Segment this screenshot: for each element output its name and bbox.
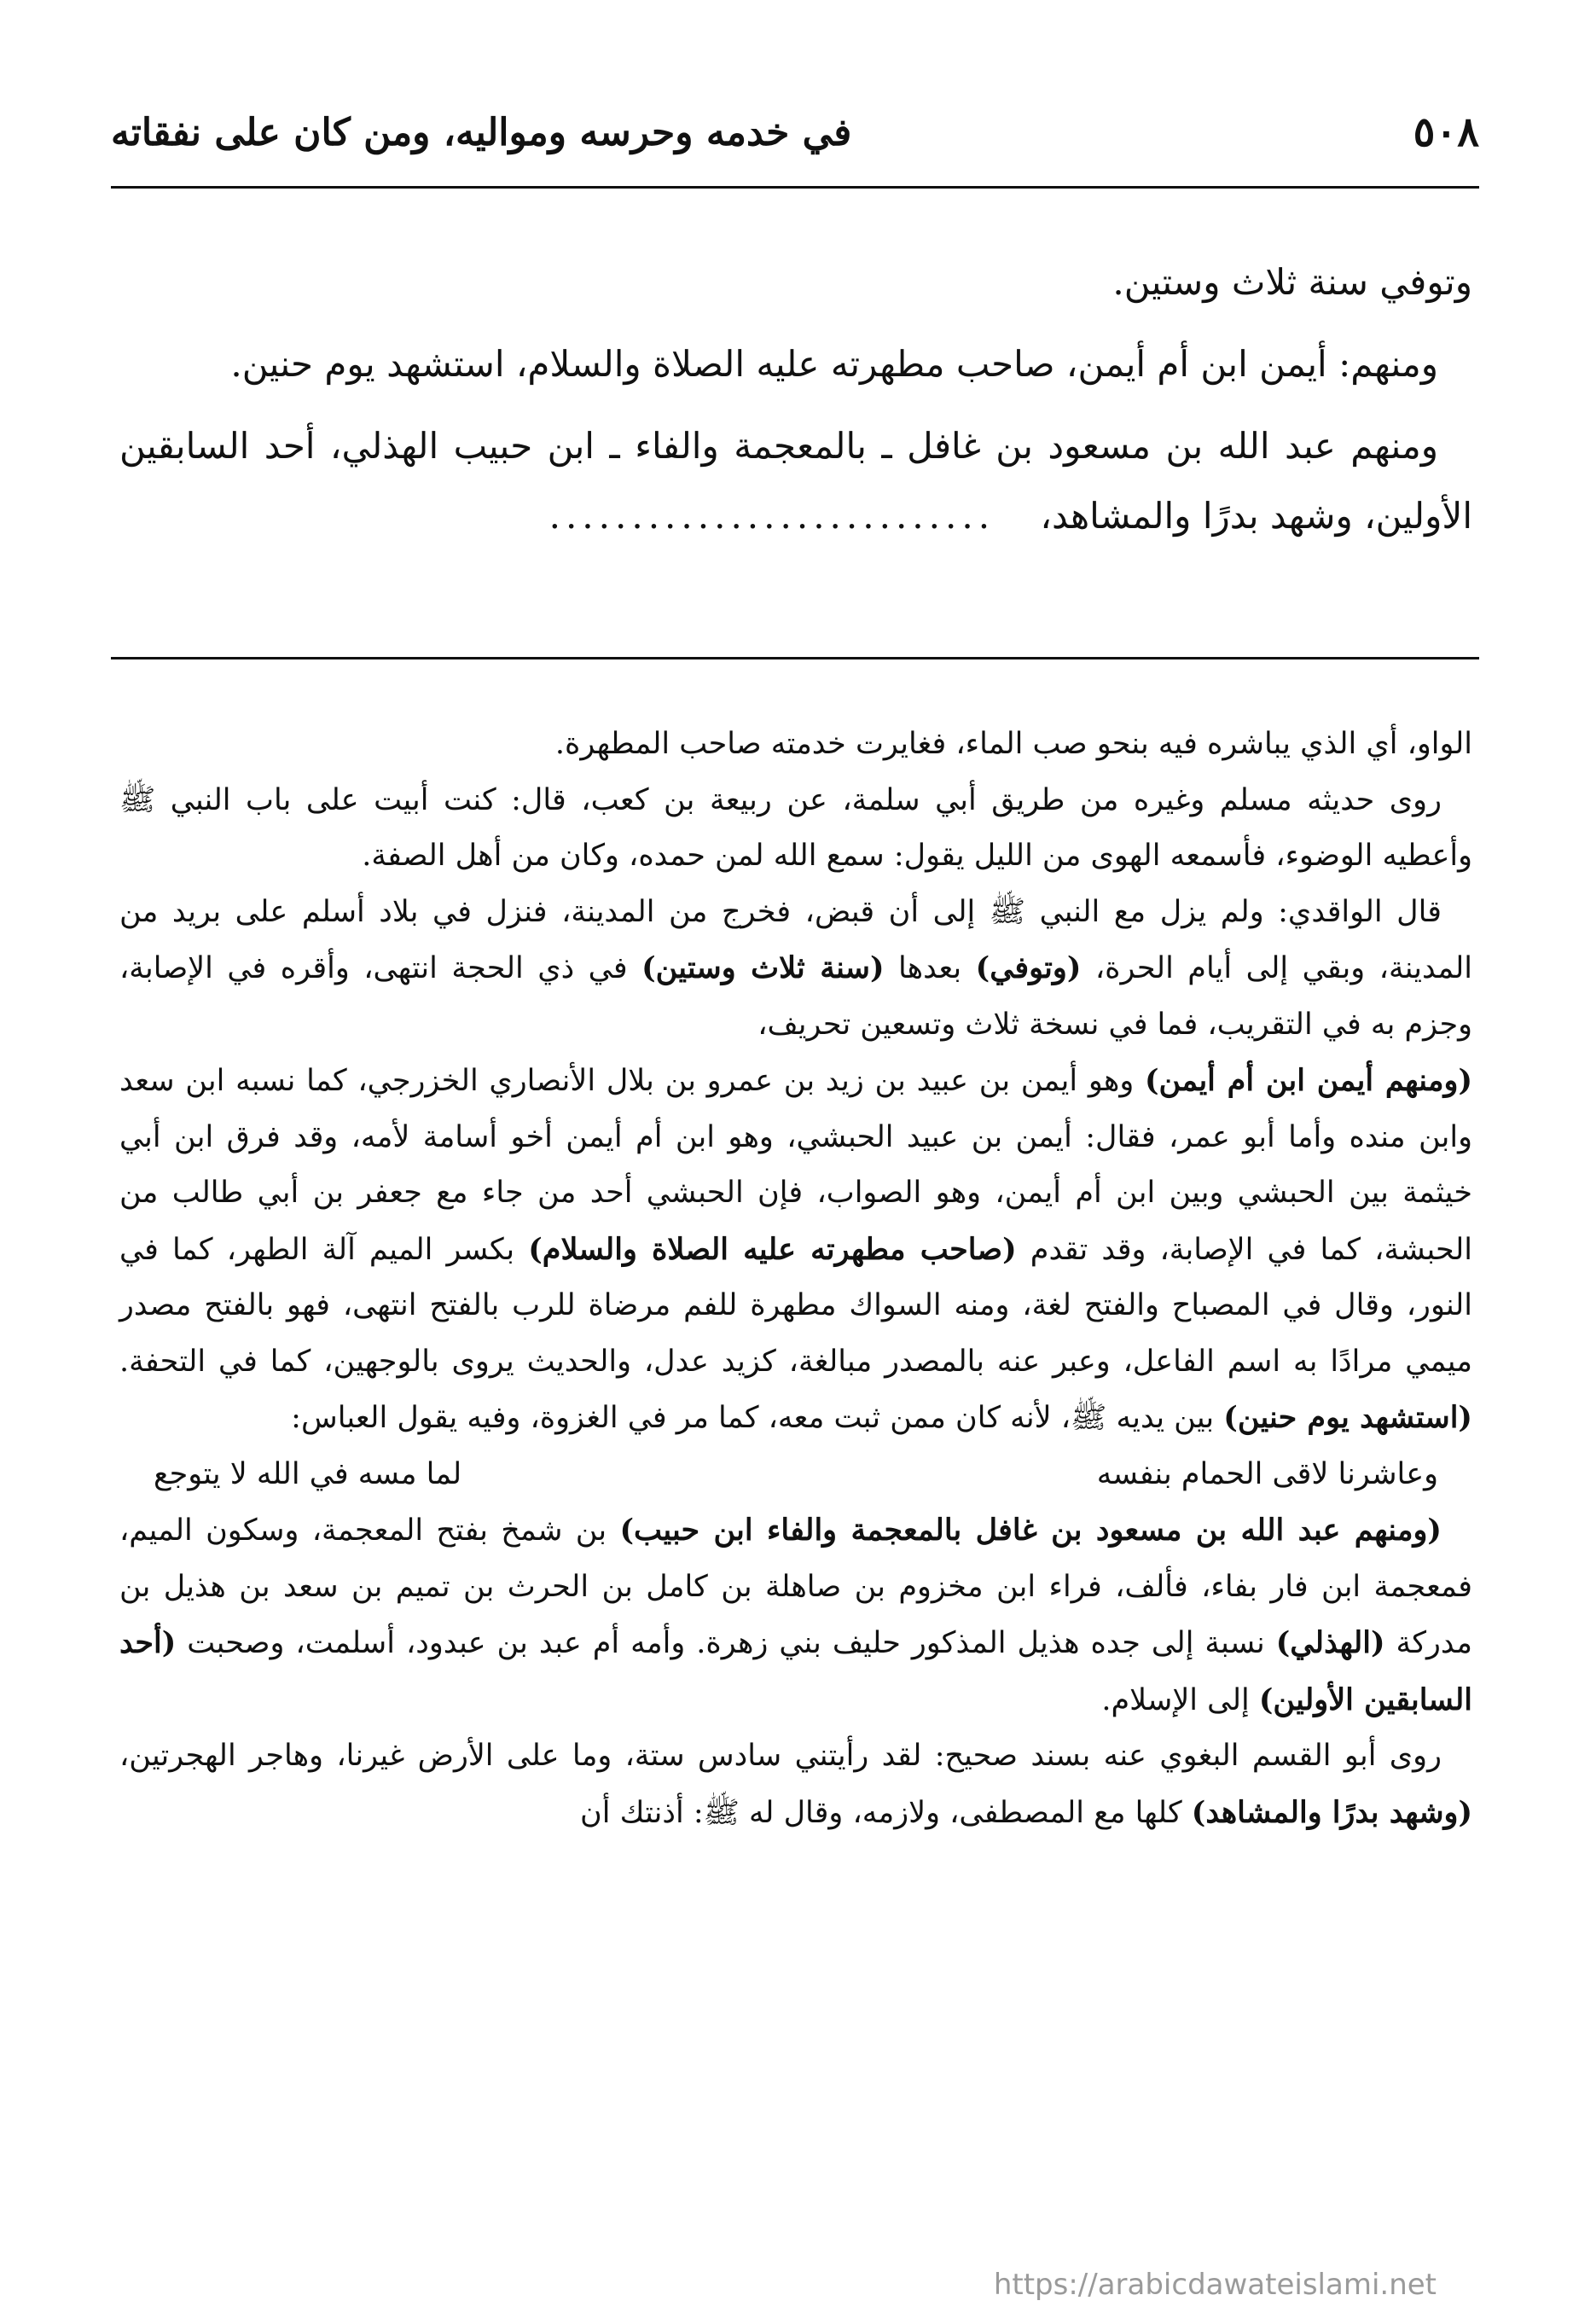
commentary-text bbox=[119, 717, 1472, 1841]
page-header bbox=[111, 102, 1479, 162]
verse-second-hemistich: لما مسه في الله لا يتوجع bbox=[154, 1456, 462, 1491]
main-text bbox=[119, 247, 1472, 563]
commentary-paragraph-3 bbox=[119, 885, 1472, 1054]
commentary-paragraph-1: الواو، أي الذي يباشره فيه بنحو صب الماء، فغايرت خدمته صاحب المطهرة. bbox=[554, 727, 1472, 761]
lemma: (صاحب مطهرته عليه الصلاة والسلام) bbox=[528, 1231, 1017, 1267]
commentary-paragraph-6 bbox=[119, 1728, 1472, 1841]
commentary-text-run: وهو أيمن بن عبيد بن زيد بن عمرو بن بلال الأنصاري الخزرجي، كما نسبه ابن سعد وابن منده وأما أبو عمر، فقال: أيمن بن عبيد الحبشي، وهو ابن أم أيمن أخو أسامة لأمه، وقد فرق ابن أبي خيثمة بين الحبشي وبين ابن أم أيمن، وهو الصواب، فإن الحبشي أحد من جاء مع جعفر بن أبي طالب من الحبشة، كما في الإصابة، وقد تقدم bbox=[119, 1064, 1472, 1267]
main-paragraph-3-text: ومنهم عبد الله بن مسعود بن غافل ـ بالمعجمة والفاء ـ ابن حبيب الهذلي، أحد السابقين الأولين، وشهد بدرًا والمشاهد، bbox=[119, 425, 1472, 537]
running-title: في خدمه وحرسه ومواليه، ومن كان على نفقاته bbox=[111, 110, 852, 154]
commentary-text-run: بين يديه ﷺ، لأنه كان ممن ثبت معه، كما مر في الغزوة، وفيه يقول العباس: bbox=[291, 1401, 1224, 1435]
commentary-text-run: في ذي الحجة انتهى، وأقره في الإصابة، وجزم به في التقريب، فما في نسخة ثلاث وتسعين تحريف، bbox=[119, 951, 1472, 1042]
verse-first-hemistich: وعاشرنا لاقى الحمام بنفسه bbox=[1096, 1456, 1438, 1491]
commentary-text-run: قال الواقدي: ولم يزل مع النبي ﷺ إلى أن قبض، فخرج من المدينة، فنزل في بلاد أسلم على بريد من المدينة، وبقي إلى أيام الحرة، bbox=[119, 894, 1473, 985]
poetry-verse bbox=[119, 1447, 1472, 1503]
page-number: ٥٠٨ bbox=[1413, 108, 1479, 156]
lemma: (الهذلي) bbox=[1275, 1625, 1385, 1660]
lemma: (أحد السابقين الأولين) bbox=[119, 1625, 1472, 1717]
commentary-paragraph-4 bbox=[119, 1053, 1472, 1447]
commentary-text-run: روى أبو القسم البغوي عنه بسند صحيح: لقد رأيتني سادس ستة، وما على الأرض غيرنا، وهاجر الهجرتين، bbox=[119, 1739, 1442, 1773]
commentary-text-run: كلها مع المصطفى، ولازمه، وقال له ﷺ: أذنتك أن bbox=[580, 1795, 1192, 1830]
header-rule bbox=[111, 186, 1479, 189]
commentary-text-run: بن شمخ بفتح المعجمة، وسكون الميم، فمعجمة ابن فار بفاء، فألف، فراء ابن مخزوم بن صاهلة بن كامل بن الحرث بن تميم بن سعد بن هذيل بن مدركة bbox=[119, 1514, 1473, 1660]
watermark-url: https://arabicdawateislami.net bbox=[993, 2268, 1437, 2302]
commentary-text-run: بعدها bbox=[884, 951, 976, 985]
ellipsis-dots: ........................... bbox=[549, 495, 995, 537]
commentary-text-run: بكسر الميم آلة الطهر، كما في النور، وقال في المصباح والفتح لغة، ومنه السواك مطهرة للفم مرضاة للرب بالفتح انتهى، فهو بالفتح مصدر ميمي مرادًا به اسم الفاعل، وعبر عنه بالمصدر مبالغة، كزيد عدل، والحديث يروى بالوجهين، كما في التحفة. bbox=[119, 1232, 1472, 1379]
footnote-separator bbox=[111, 657, 1479, 659]
lemma: (وتوفي) bbox=[975, 950, 1082, 985]
commentary-text-run: إلى الإسلام. bbox=[1101, 1682, 1259, 1717]
lemma: (ومنهم عبد الله بن مسعود بن غافل بالمعجمة والفاء ابن حبيب) bbox=[619, 1513, 1442, 1548]
lemma: (ومنهم أيمن ابن أم أيمن) bbox=[1145, 1063, 1473, 1098]
commentary-paragraph-5 bbox=[119, 1502, 1472, 1728]
lemma: (وشهد بدرًا والمشاهد) bbox=[1191, 1794, 1472, 1830]
lemma: (استشهد يوم حنين) bbox=[1223, 1400, 1472, 1435]
main-paragraph-3 bbox=[119, 411, 1472, 551]
lemma: (سنة ثلاث وستين) bbox=[641, 950, 885, 985]
commentary-paragraph-2: روى حديثه مسلم وغيره من طريق أبي سلمة، عن ربيعة بن كعب، قال: كنت أبيت على باب النبي ﷺ وأعطيه الوضوء، فأسمعه الهوى من الليل يقول: سمع الله لمن حمده، وكان من أهل الصفة. bbox=[119, 782, 1472, 873]
commentary-text-run: نسبة إلى جده هذيل المذكور حليف بني زهرة. وأمه أم عبد بن عبدود، أسلمت، وصحبت bbox=[176, 1626, 1276, 1660]
main-paragraph-2: ومنهم: أيمن ابن أم أيمن، صاحب مطهرته عليه الصلاة والسلام، استشهد يوم حنين. bbox=[230, 343, 1438, 385]
main-paragraph-1: وتوفي سنة ثلاث وستين. bbox=[1112, 261, 1472, 303]
